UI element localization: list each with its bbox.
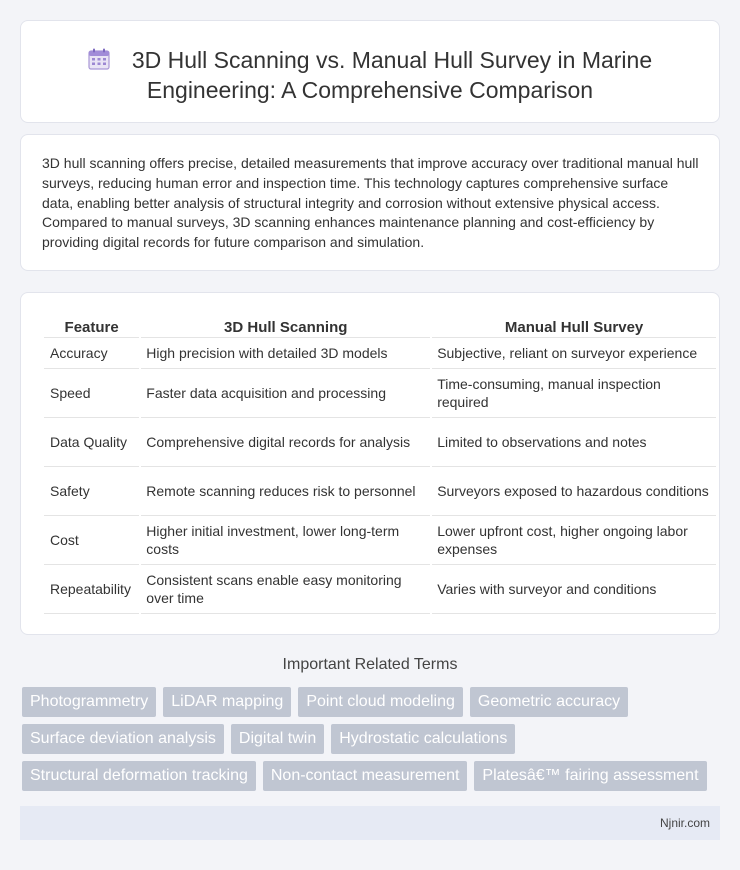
tag-point-cloud-modeling[interactable]: Point cloud modeling: [298, 687, 463, 717]
table-header-row: [44, 312, 716, 338]
header-3d-scanning: 3D Hull Scanning: [141, 312, 430, 338]
scanning-cell: High precision with detailed 3D models: [141, 338, 430, 369]
feature-cell: Speed: [44, 369, 139, 418]
manual-cell: Varies with surveyor and conditions: [432, 565, 716, 614]
feature-cell: Accuracy: [44, 338, 139, 369]
title-card: [20, 20, 720, 123]
scanning-cell: Consistent scans enable easy monitoring over time: [141, 565, 430, 614]
scanning-cell: Comprehensive digital records for analysis: [141, 418, 430, 467]
footer: [20, 806, 720, 840]
scanning-cell: Faster data acquisition and processing: [141, 369, 430, 418]
scanning-cell: Higher initial investment, lower long-term costs: [141, 516, 430, 565]
tag-hydrostatic-calculations[interactable]: Hydrostatic calculations: [331, 724, 515, 754]
tag-non-contact-measurement[interactable]: Non-contact measurement: [263, 761, 468, 791]
feature-cell: Data Quality: [44, 418, 139, 467]
tag-plates-fairing-assessment[interactable]: Platesâ€™ fairing assessment: [474, 761, 706, 791]
related-terms-title: Important Related Terms: [282, 656, 458, 673]
tag-lidar-mapping[interactable]: LiDAR mapping: [163, 687, 291, 717]
scanning-cell: Remote scanning reduces risk to personnel: [141, 467, 430, 516]
summary-card: [20, 134, 720, 271]
tag-row: [22, 687, 722, 717]
manual-cell: Surveyors exposed to hazardous conditions: [432, 467, 716, 516]
header-manual-survey: Manual Hull Survey: [432, 312, 716, 338]
calendar-icon: [88, 48, 110, 70]
table-row: [44, 467, 716, 516]
comparison-table: [42, 312, 718, 614]
tag-structural-deformation-tracking[interactable]: Structural deformation tracking: [22, 761, 256, 791]
feature-cell: Cost: [44, 516, 139, 565]
tag-geometric-accuracy[interactable]: Geometric accuracy: [470, 687, 628, 717]
feature-cell: Repeatability: [44, 565, 139, 614]
related-terms-tags: [22, 687, 722, 798]
manual-cell: Time-consuming, manual inspection required: [432, 369, 716, 418]
table-row: [44, 338, 716, 369]
feature-cell: Safety: [44, 467, 139, 516]
tag-row: [22, 724, 722, 754]
title-line-1: 3D Hull Scanning vs. Manual Hull Survey in Marine: [131, 47, 653, 73]
summary-text: 3D hull scanning offers precise, detailed measurements that improve accuracy over traditional manual hull surveys, reducing human error and inspection time. This technology captures comprehensive surface data, enabling better analysis of structural integrity and corrosion without extensive physical access. Compared to manual surveys, 3D scanning enhances maintenance planning and cost-efficiency by providing digital records for future comparison and simulation.: [42, 155, 699, 251]
title-line-2: Engineering: A Comprehensive Comparison: [146, 77, 594, 103]
manual-cell: Lower upfront cost, higher ongoing labor expenses: [432, 516, 716, 565]
table-row: [44, 418, 716, 467]
tag-digital-twin[interactable]: Digital twin: [231, 724, 324, 754]
manual-cell: Limited to observations and notes: [432, 418, 716, 467]
header-feature: Feature: [44, 312, 139, 338]
manual-cell: Subjective, reliant on surveyor experience: [432, 338, 716, 369]
table-row: [44, 369, 716, 418]
table-row: [44, 565, 716, 614]
page-title: [21, 45, 719, 105]
footer-site: Njnir.com: [659, 816, 710, 830]
comparison-table-card: [20, 292, 720, 635]
tag-row: [22, 761, 722, 791]
tag-photogrammetry[interactable]: Photogrammetry: [22, 687, 156, 717]
table-row: [44, 516, 716, 565]
tag-surface-deviation-analysis[interactable]: Surface deviation analysis: [22, 724, 224, 754]
